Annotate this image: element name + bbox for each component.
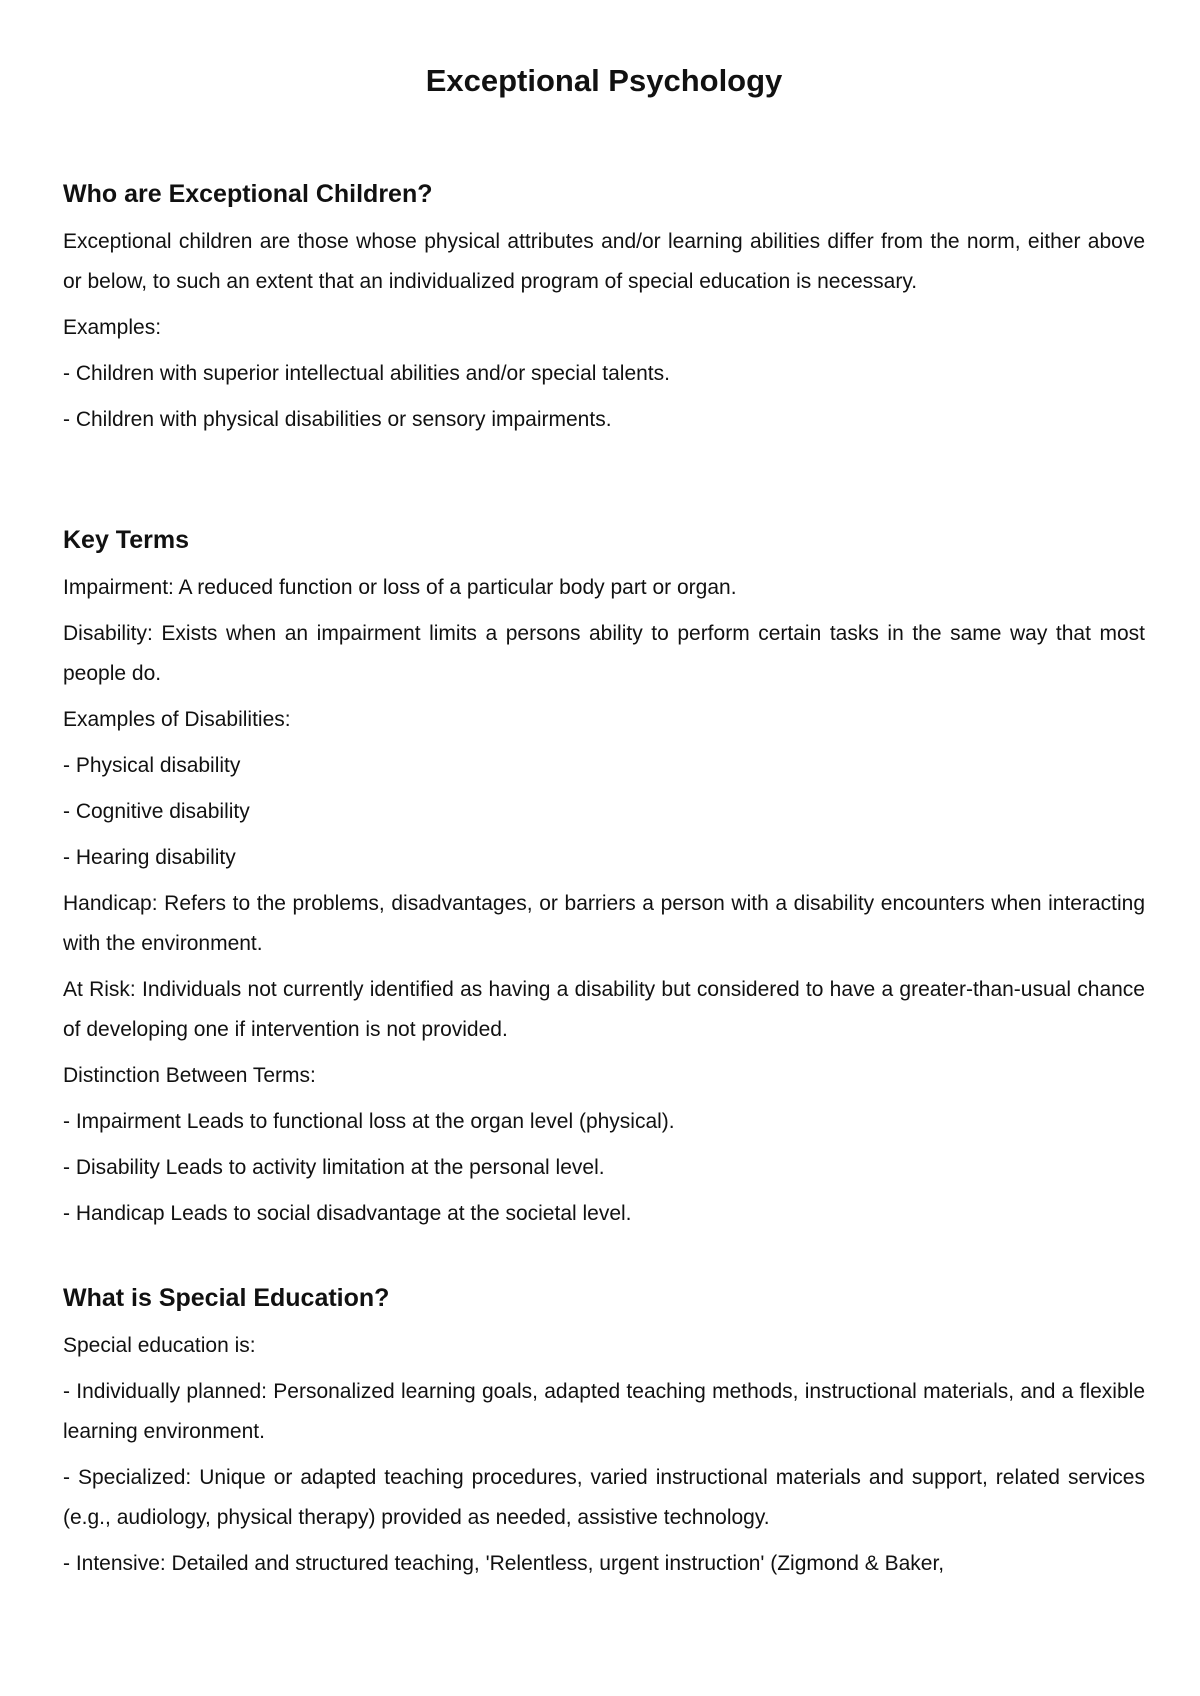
section-special-education [63, 1278, 1145, 1590]
section-key-terms [63, 520, 1145, 1240]
section-heading: What is Special Education? [63, 1284, 390, 1312]
list-item: - Children with superior intellectual abilities and/or special talents. [63, 362, 670, 385]
paragraph: At Risk: Individuals not currently identified as having a disability but considered to have a greater-than-usual chance of developing one if intervention is not provided. [63, 978, 1145, 1041]
paragraph: Exceptional children are those whose physical attributes and/or learning abilities differ from the norm, either above or below, to such an extent that an individualized program of special education is necessary. [63, 230, 1145, 293]
list-item: - Children with physical disabilities or sensory impairments. [63, 408, 612, 431]
list-item: - Individually planned: Personalized learning goals, adapted teaching methods, instructional materials, and a flexible learning environment. [63, 1380, 1145, 1443]
list-item: - Physical disability [63, 754, 241, 777]
section-heading: Who are Exceptional Children? [63, 180, 433, 208]
list-item: - Handicap Leads to social disadvantage at the societal level. [63, 1202, 632, 1225]
paragraph: Special education is: [63, 1334, 256, 1357]
list-item: - Intensive: Detailed and structured teaching, 'Relentless, urgent instruction' (Zigmond & Baker, [63, 1552, 945, 1575]
list-item: - Hearing disability [63, 846, 236, 869]
paragraph: Handicap: Refers to the problems, disadvantages, or barriers a person with a disability encounters when interacting with the environment. [63, 892, 1145, 955]
document-title: Exceptional Psychology [425, 63, 783, 98]
section-exceptional-children [63, 174, 1145, 446]
paragraph: Distinction Between Terms: [63, 1064, 316, 1087]
list-item: - Disability Leads to activity limitation at the personal level. [63, 1156, 605, 1179]
list-item: - Impairment Leads to functional loss at the organ level (physical). [63, 1110, 675, 1133]
paragraph: Examples of Disabilities: [63, 708, 291, 731]
paragraph: Examples: [63, 316, 162, 339]
list-item: - Cognitive disability [63, 800, 250, 823]
section-heading: Key Terms [63, 526, 189, 554]
paragraph: Disability: Exists when an impairment limits a persons ability to perform certain tasks in the same way that most people do. [63, 622, 1145, 685]
list-item: - Specialized: Unique or adapted teaching procedures, varied instructional materials and support, related services (e.g., audiology, physical therapy) provided as needed, assistive technology. [63, 1466, 1145, 1529]
paragraph: Impairment: A reduced function or loss of a particular body part or organ. [63, 576, 737, 599]
